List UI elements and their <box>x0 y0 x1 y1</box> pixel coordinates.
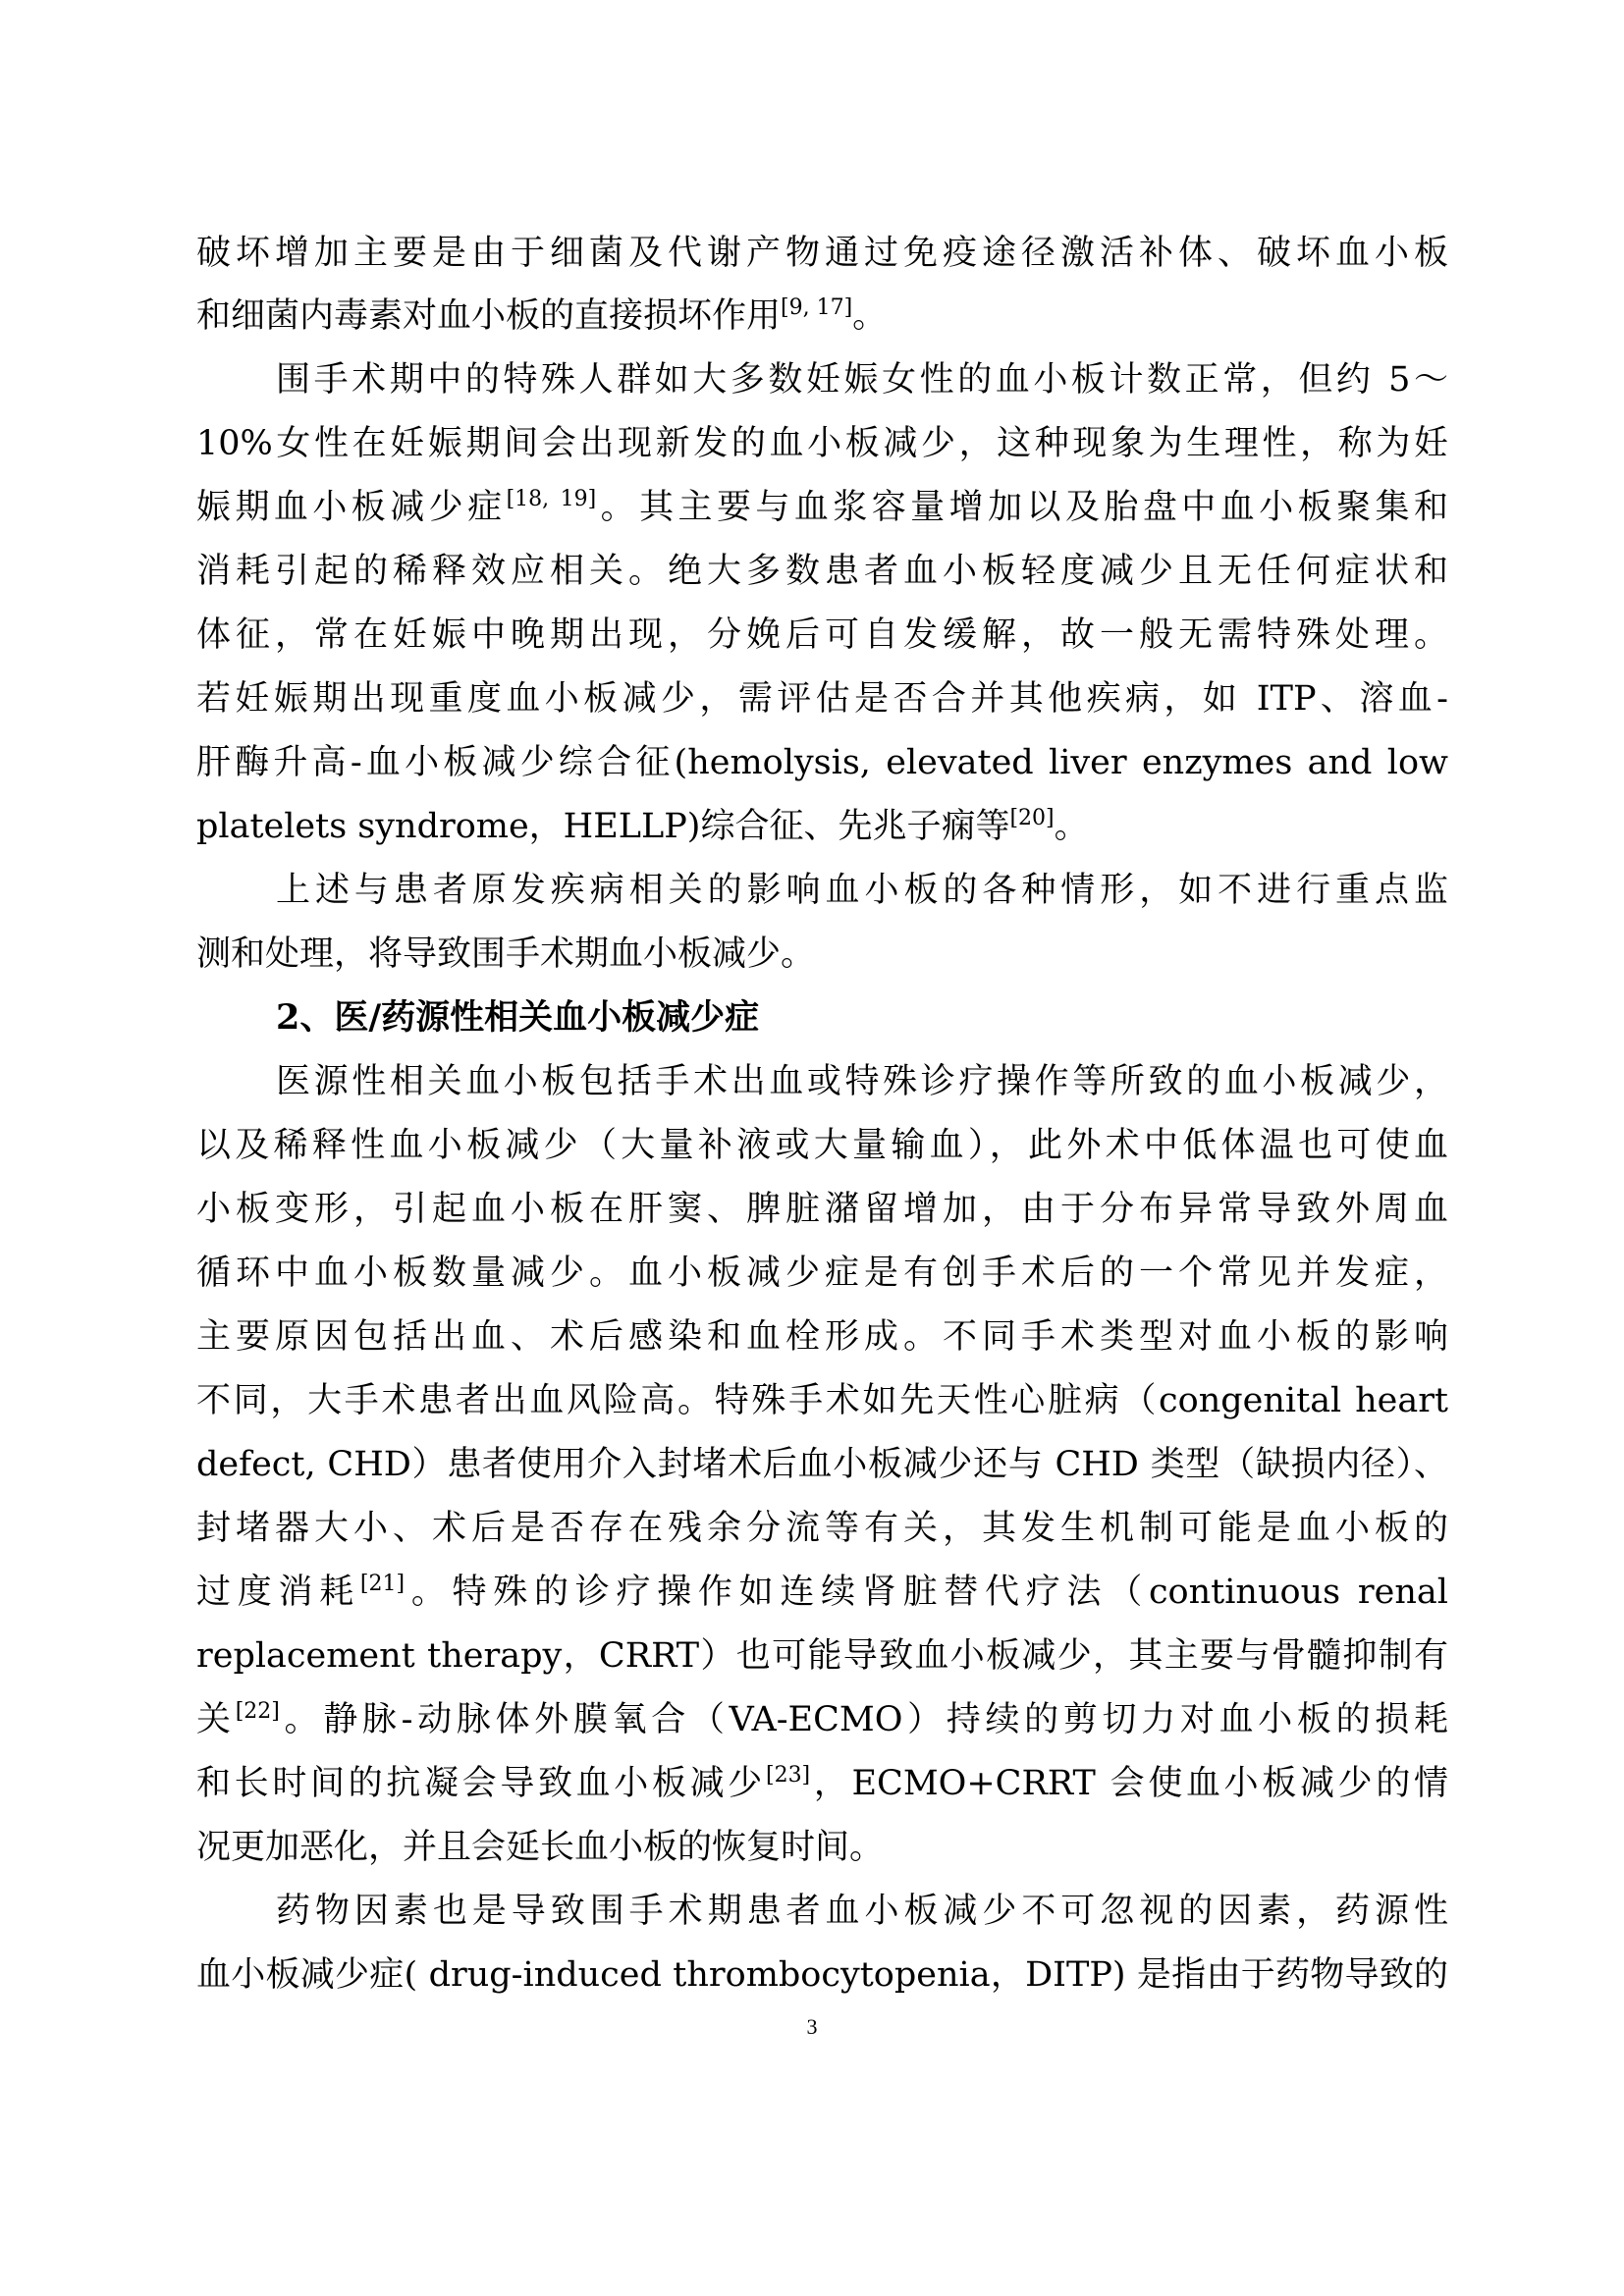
paragraph-line <box>276 350 1448 409</box>
line-text: 。 <box>1054 807 1089 846</box>
paragraph-line <box>196 1244 1448 1303</box>
paragraph-line <box>196 1627 1448 1685</box>
line-text: 。特殊的诊疗操作如连续肾脏替代疗法（continuous renal <box>405 1573 1448 1612</box>
line-text: 封堵器大小、术后是否存在残余分流等有关，其发生机制可能是血小板的 <box>196 1509 1448 1548</box>
paragraph-line <box>196 1563 1448 1622</box>
line-text: 循环中血小板数量减少。血小板减少症是有创手术后的一个常见并发症， <box>196 1254 1448 1293</box>
paragraph-line <box>196 1818 1448 1877</box>
line-text: 围手术期中的特殊人群如大多数妊娠女性的血小板计数正常，但约 5～ <box>276 360 1448 400</box>
line-text: 肝酶升高-血小板减少综合征(hemolysis, elevated liver enzymes and low <box>196 743 1448 782</box>
paragraph-line <box>196 1116 1448 1175</box>
line-text: 以及稀释性血小板减少（大量补液或大量输血），此外术中低体温也可使血 <box>196 1126 1448 1165</box>
paragraph-line <box>196 1499 1448 1558</box>
paragraph-line <box>196 1754 1448 1813</box>
line-text: 小板变形，引起血小板在肝窦、脾脏潴留增加，由于分布异常导致外周血 <box>196 1190 1448 1229</box>
paragraph-line <box>276 1052 1448 1111</box>
line-text: 医源性相关血小板包括手术出血或特殊诊疗操作等所致的血小板减少， <box>276 1062 1448 1101</box>
line-text: defect, CHD）患者使用介入封堵术后血小板减少还与 CHD 类型（缺损内径）、 <box>196 1445 1448 1484</box>
line-text: 上述与患者原发疾病相关的影响血小板的各种情形，如不进行重点监 <box>276 871 1448 910</box>
paragraph-line <box>196 925 1448 984</box>
line-text: 测和处理，将导致围手术期血小板减少。 <box>196 934 816 974</box>
line-text: 和细菌内毒素对血小板的直接损坏作用 <box>196 296 782 336</box>
line-text: 况更加恶化，并且会延长血小板的恢复时间。 <box>196 1828 885 1867</box>
line-text: replacement therapy，CRRT）也可能导致血小板减少，其主要与骨髓抑制有 <box>196 1636 1448 1676</box>
line-text: 破坏增加主要是由于细菌及代谢产物通过免疫途径激活补体、破坏血小板 <box>196 234 1448 273</box>
paragraph-line <box>196 542 1448 601</box>
paragraph-line <box>196 1371 1448 1430</box>
line-text: 血小板减少症( drug-induced thrombocytopenia，DITP) 是指由于药物导致的 <box>196 1955 1448 1995</box>
line-text: 和长时间的抗凝会导致血小板减少 <box>196 1764 766 1803</box>
line-text: 2、医/药源性相关血小板减少症 <box>276 997 760 1038</box>
citation-marker: [9, 17] <box>781 295 853 320</box>
line-text: 不同，大手术患者出血风险高。特殊手术如先天性心脏病（congenital heart <box>196 1381 1448 1420</box>
paragraph-line <box>196 478 1448 537</box>
line-text: 。其主要与血浆容量增加以及胎盘中血小板聚集和 <box>596 488 1448 527</box>
paragraph-line <box>196 606 1448 665</box>
line-text: 。静脉-动脉体外膜氧合（VA-ECMO）持续的剪切力对血小板的损耗 <box>279 1700 1448 1739</box>
paragraph-line <box>196 669 1448 728</box>
paragraph-line <box>196 1435 1448 1494</box>
line-text: 。 <box>852 296 888 336</box>
paragraph-line <box>276 1882 1448 1941</box>
paragraph-line <box>196 1180 1448 1239</box>
line-text: 过度消耗 <box>196 1573 360 1612</box>
paragraph-line <box>196 414 1448 473</box>
line-text: 关 <box>196 1700 236 1739</box>
paragraph-line <box>196 1690 1448 1749</box>
paragraph-line <box>196 287 1448 346</box>
line-text: 主要原因包括出血、术后感染和血栓形成。不同手术类型对血小板的影响 <box>196 1317 1448 1357</box>
paragraph-line <box>196 797 1448 856</box>
line-text: platelets syndrome，HELLP)综合征、先兆子痫等 <box>196 807 1010 846</box>
paragraph-line <box>276 861 1448 920</box>
line-text: 体征，常在妊娠中晚期出现，分娩后可自发缓解，故一般无需特殊处理。 <box>196 615 1448 655</box>
line-text: ，ECMO+CRRT 会使血小板减少的情 <box>810 1764 1448 1803</box>
paragraph-line <box>196 1308 1448 1366</box>
line-text: 娠期血小板减少症 <box>196 488 507 527</box>
line-text: 药物因素也是导致围手术期患者血小板减少不可忽视的因素，药源性 <box>276 1892 1448 1931</box>
line-text: 消耗引起的稀释效应相关。绝大多数患者血小板轻度减少且无任何症状和 <box>196 552 1448 591</box>
paragraph-line <box>196 733 1448 792</box>
paragraph-line <box>196 224 1448 283</box>
citation-marker: [22] <box>235 1699 280 1724</box>
line-text: 若妊娠期出现重度血小板减少，需评估是否合并其他疾病，如 ITP、溶血- <box>196 679 1448 719</box>
page-number: 3 <box>806 2014 818 2039</box>
paragraph-line <box>196 1946 1448 2004</box>
citation-marker: [23] <box>765 1763 811 1788</box>
citation-marker: [21] <box>359 1572 406 1596</box>
citation-marker: [20] <box>1009 806 1055 830</box>
section-heading <box>276 988 1448 1047</box>
citation-marker: [18, 19] <box>506 487 597 511</box>
line-text: 10%女性在妊娠期间会出现新发的血小板减少，这种现象为生理性，称为妊 <box>196 424 1448 463</box>
